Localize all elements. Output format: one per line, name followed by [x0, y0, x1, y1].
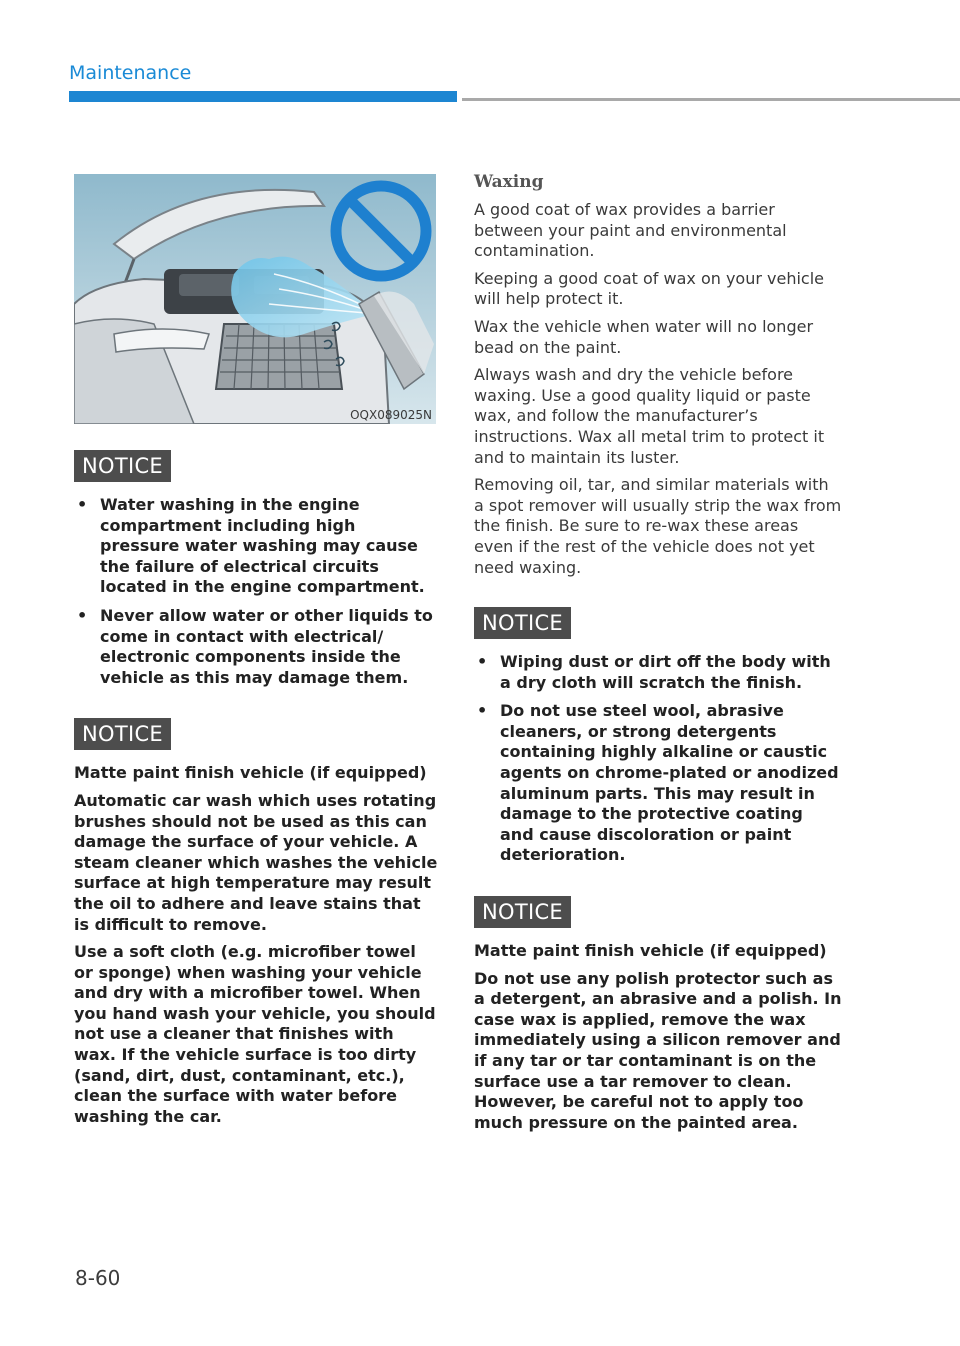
- engine-wash-illustration: [74, 174, 436, 424]
- notice-bullet-list: [474, 652, 842, 866]
- body-paragraph: Always wash and dry the vehicle before waxing. Use a good quality liquid or paste wax, and follow the manufacturer’s instructions. Wax all metal trim to protect it and to maintain its luster.: [474, 365, 825, 467]
- notice-badge: NOTICE: [74, 450, 171, 482]
- page-number: 8-60: [75, 1266, 121, 1290]
- notice-badge: NOTICE: [74, 718, 171, 750]
- notice-title: Matte paint finish vehicle (if equipped): [474, 941, 827, 961]
- notice-paragraph: Use a soft cloth (e.g. microfiber towel or sponge) when washing your vehicle and dry with a microfiber towel. When you hand wash your vehicle, you should not use a cleaner that finishes with wax. If the vehicle surface is too dirty (sand, dirt, dust, contaminant, etc.), clean the surface with water before washing the car.: [74, 942, 436, 1126]
- header-accent-rule: [69, 91, 457, 102]
- notice-badge: NOTICE: [474, 896, 571, 928]
- section-heading: Waxing: [474, 172, 544, 192]
- section-title: Maintenance: [69, 62, 192, 84]
- left-column: [74, 450, 439, 1134]
- figure-code: OQX089025N: [350, 408, 432, 422]
- notice-bullet-list: [74, 495, 439, 688]
- list-item: • Never allow water or other liquids to come in contact with electrical/ electronic components inside the vehicle as this may damage them.: [74, 606, 439, 688]
- notice-badge: NOTICE: [474, 607, 571, 639]
- body-paragraph: Removing oil, tar, and similar materials with a spot remover will usually strip the wax from the finish. Be sure to re-wax these areas even if the rest of the vehicle does not yet need waxing.: [474, 475, 842, 577]
- header-divider-rule: [462, 98, 960, 101]
- body-paragraph: A good coat of wax provides a barrier between your paint and environmental contamination.: [474, 200, 787, 261]
- body-paragraph: Keeping a good coat of wax on your vehicle will help protect it.: [474, 268, 824, 309]
- notice-paragraph: Do not use any polish protector such as a detergent, an abrasive and a polish. In case wax is applied, remove the wax immediately using a silicon remover and if any tar or tar contaminant is on the surface use a tar remover to clean. However, be careful not to apply too much pressure on the painted area.: [474, 968, 842, 1132]
- list-item: • Do not use steel wool, abrasive cleaners, or strong detergents containing highly alkaline or caustic agents on chrome-plated or anodized aluminum parts. This may result in damage to the protective coating and cause discoloration or paint deterioration.: [474, 701, 842, 866]
- right-column: [474, 172, 842, 1140]
- list-item: • Wiping dust or dirt off the body with a dry cloth will scratch the finish.: [474, 652, 842, 693]
- notice-title: Matte paint finish vehicle (if equipped): [74, 763, 427, 783]
- notice-paragraph: Automatic car wash which uses rotating brushes should not be used as this can damage the surface of your vehicle. A steam cleaner which washes the vehicle surface at high temperature may result the oil to adhere and leave stains that is difficult to remove.: [74, 790, 438, 934]
- body-paragraph: Wax the vehicle when water will no longer bead on the paint.: [474, 316, 814, 357]
- list-item: • Water washing in the engine compartment including high pressure water washing may cause the failure of electrical circuits located in the engine compartment.: [74, 495, 439, 598]
